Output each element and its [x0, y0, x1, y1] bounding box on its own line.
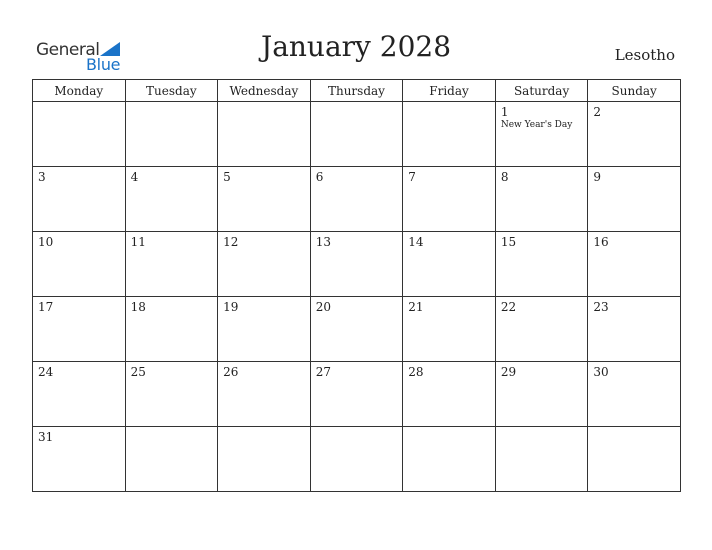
- logo-text-blue: Blue: [86, 55, 121, 74]
- day-number: [403, 102, 495, 106]
- day-number: 16: [593, 235, 609, 249]
- day-number: 29: [500, 365, 517, 379]
- day-number: 26: [223, 365, 239, 379]
- day-number: 8: [500, 170, 509, 184]
- weekday-header: Sunday: [588, 80, 681, 102]
- weekday-header: Tuesday: [125, 80, 218, 102]
- day-cell: [218, 297, 311, 362]
- week-row: [33, 427, 681, 492]
- day-number: 18: [130, 300, 146, 314]
- day-cell: [495, 102, 588, 167]
- day-number: [126, 427, 218, 431]
- day-cell: [495, 297, 588, 362]
- day-number: [403, 427, 495, 431]
- day-number: 17: [38, 300, 54, 314]
- day-number: 12: [223, 235, 239, 249]
- country-label: Lesotho: [614, 46, 675, 64]
- day-cell: [33, 427, 126, 492]
- weekday-header: Thursday: [310, 80, 403, 102]
- day-cell: [588, 167, 681, 232]
- day-cell: [403, 362, 496, 427]
- day-number: [496, 427, 588, 431]
- holiday-label: New Year's Day: [500, 120, 573, 130]
- day-number: [126, 102, 218, 106]
- weekday-header: Wednesday: [218, 80, 311, 102]
- day-number: 22: [500, 300, 517, 314]
- day-cell: [218, 232, 311, 297]
- day-number: 20: [315, 300, 331, 314]
- day-number: 14: [408, 235, 424, 249]
- day-number: 31: [38, 430, 54, 444]
- day-cell: [588, 362, 681, 427]
- day-number: [311, 427, 403, 431]
- day-cell: [403, 232, 496, 297]
- logo-text-general: General: [36, 40, 100, 60]
- day-cell: [33, 362, 126, 427]
- day-number: 21: [408, 300, 424, 314]
- day-number: [311, 102, 403, 106]
- day-cell: [588, 232, 681, 297]
- day-number: 19: [223, 300, 239, 314]
- week-row: [33, 362, 681, 427]
- day-number: 27: [315, 365, 331, 379]
- day-cell: [33, 102, 126, 167]
- weekday-header: Friday: [403, 80, 496, 102]
- day-cell: [125, 297, 218, 362]
- day-cell: [403, 102, 496, 167]
- day-cell: [495, 167, 588, 232]
- week-row: [33, 297, 681, 362]
- day-cell: [33, 167, 126, 232]
- day-number: 13: [315, 235, 331, 249]
- calendar-title: January 2028: [260, 30, 452, 63]
- day-cell: [403, 297, 496, 362]
- day-cell: [495, 232, 588, 297]
- day-number: 11: [130, 235, 146, 249]
- day-cell: [125, 427, 218, 492]
- day-number: 7: [408, 170, 416, 184]
- day-cell: [218, 167, 311, 232]
- day-number: 6: [315, 170, 324, 184]
- week-row: [33, 232, 681, 297]
- day-cell: [495, 427, 588, 492]
- day-number: 15: [500, 235, 517, 249]
- day-number: 4: [130, 170, 139, 184]
- day-cell: [310, 297, 403, 362]
- weekday-header: Monday: [33, 80, 126, 102]
- day-cell: [218, 102, 311, 167]
- day-number: [588, 427, 680, 431]
- day-number: 2: [593, 105, 602, 119]
- day-cell: [125, 362, 218, 427]
- day-cell: [403, 427, 496, 492]
- weekday-header-row: [33, 80, 681, 102]
- week-row: [33, 102, 681, 167]
- day-number: 24: [38, 365, 54, 379]
- day-number: 30: [593, 365, 609, 379]
- day-cell: [33, 297, 126, 362]
- day-number: 1: [500, 105, 509, 119]
- day-number: [33, 102, 125, 106]
- day-number: 5: [223, 170, 231, 184]
- day-cell: [310, 427, 403, 492]
- day-cell: [125, 167, 218, 232]
- day-number: 28: [408, 365, 424, 379]
- day-number: 3: [38, 170, 46, 184]
- day-cell: [495, 362, 588, 427]
- weekday-header: Saturday: [495, 80, 588, 102]
- day-cell: [310, 232, 403, 297]
- day-cell: [310, 167, 403, 232]
- calendar-grid: [32, 79, 681, 492]
- day-number: 10: [38, 235, 54, 249]
- day-cell: [218, 427, 311, 492]
- day-number: [218, 102, 310, 106]
- day-cell: [588, 297, 681, 362]
- day-number: 9: [593, 170, 602, 184]
- day-cell: [218, 362, 311, 427]
- day-cell: [588, 427, 681, 492]
- day-cell: [33, 232, 126, 297]
- day-cell: [403, 167, 496, 232]
- day-cell: [125, 102, 218, 167]
- day-cell: [588, 102, 681, 167]
- week-row: [33, 167, 681, 232]
- day-cell: [310, 102, 403, 167]
- day-number: 25: [130, 365, 146, 379]
- day-cell: [125, 232, 218, 297]
- day-number: [218, 427, 310, 431]
- day-number: 23: [593, 300, 609, 314]
- day-cell: [310, 362, 403, 427]
